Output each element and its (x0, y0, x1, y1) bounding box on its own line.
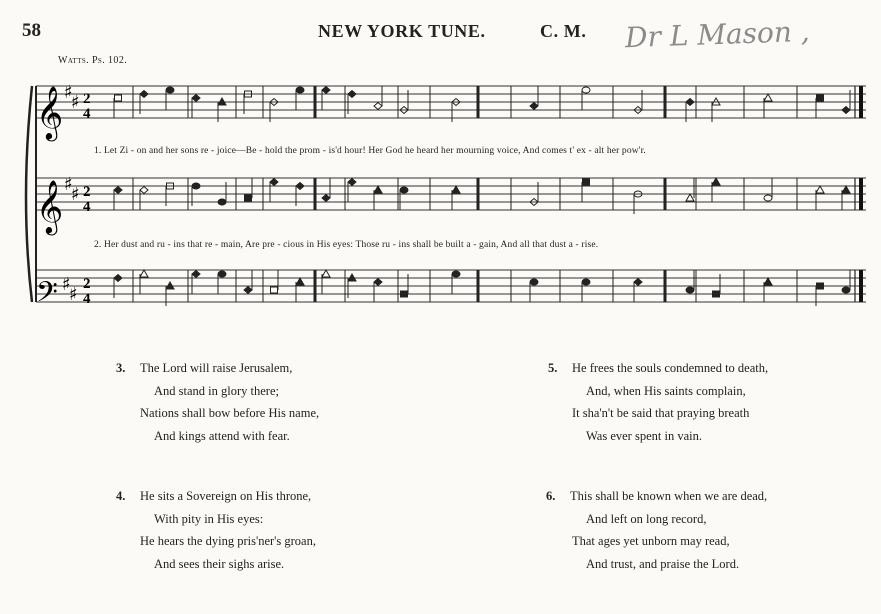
note-icon (114, 187, 122, 211)
note-icon (140, 187, 148, 211)
note-icon (452, 186, 460, 210)
note-icon (582, 87, 590, 110)
note-icon (530, 86, 538, 110)
page-number: 58 (22, 20, 41, 41)
note-icon (582, 279, 590, 302)
time-signature (83, 91, 91, 307)
note-icon (114, 95, 122, 118)
stanza-line: And left on long record, (586, 511, 707, 526)
treble-clef-icon: 𝄞 (36, 179, 64, 233)
svg-text:♯: ♯ (64, 174, 73, 195)
note-icon (452, 271, 460, 294)
stanza-line: The Lord will raise Jerusalem, (140, 361, 293, 375)
note-icon (192, 271, 200, 295)
handwritten-annotation: Dr L Mason , (624, 14, 811, 55)
note-icon (764, 94, 772, 118)
note-icon (374, 86, 382, 110)
stanza-line: That ages yet unborn may read, (572, 534, 730, 548)
stanza-line: It sha'n't be said that praying breath (572, 406, 750, 420)
note-icon (271, 270, 279, 293)
note-icon (322, 270, 330, 294)
staff-lines (36, 86, 866, 302)
note-icon (686, 178, 694, 201)
note-icon (218, 271, 226, 294)
note-icon (374, 186, 382, 210)
stanza-number: 3. (116, 361, 126, 375)
note-icon (816, 95, 824, 118)
stanza-line: And, when His saints complain, (586, 383, 746, 398)
meter-label: C. M. (540, 21, 587, 41)
svg-text:♯: ♯ (71, 184, 80, 205)
note-icon (842, 270, 850, 293)
note-icon (245, 178, 253, 201)
svg-text:♯: ♯ (71, 92, 80, 113)
stanza-line: And kings attend with fear. (154, 428, 290, 443)
tune-title: NEW YORK TUNE. (318, 21, 486, 41)
svg-text:4: 4 (83, 199, 91, 215)
note-icon (244, 270, 252, 294)
note-icon (842, 186, 850, 210)
stanza-number: 5. (548, 361, 558, 375)
stanza-line: With pity in His eyes: (154, 511, 264, 526)
svg-text:4: 4 (83, 291, 91, 307)
note-icon (270, 179, 278, 203)
attribution: Watts. Ps. 102. (58, 55, 128, 66)
svg-text:♯: ♯ (62, 274, 71, 295)
stanza-line: He hears the dying pris'ner's groan, (140, 534, 316, 548)
svg-text:♯: ♯ (69, 284, 78, 305)
note-icon (400, 187, 408, 210)
note-icon (816, 186, 824, 210)
clefs-and-signatures (36, 82, 91, 316)
note-icon (712, 178, 720, 202)
stanza-line: Was ever spent in vain. (586, 428, 702, 443)
svg-text:2: 2 (83, 184, 91, 200)
stanza-line: This shall be known when we are dead, (570, 489, 768, 503)
note-icon (374, 279, 382, 303)
lyric-line-2: 2. Her dust and ru - ins that re - main, Are pre - cious in His eyes: Those ru - ins shall be built a - gain, And all that dust a - rise. (94, 240, 599, 250)
key-signature-sharps (62, 82, 80, 305)
note-icon (166, 87, 174, 110)
notes (114, 86, 850, 306)
svg-text:2: 2 (83, 91, 91, 107)
stanza-4 (116, 485, 316, 575)
treble-clef-icon: 𝄞 (36, 85, 64, 139)
stanza-6 (546, 485, 767, 575)
svg-text:2: 2 (83, 276, 91, 292)
stanza-line: He frees the souls condemned to death, (572, 361, 769, 375)
stanza-line: He sits a Sovereign on His throne, (140, 489, 312, 503)
stanza-number: 4. (116, 489, 126, 503)
svg-text:♯: ♯ (64, 82, 73, 103)
note-icon (582, 179, 590, 202)
stanza-line: Nations shall bow before His name, (140, 406, 320, 420)
lyric-line-1: 1. Let Zi - on and her sons re - joice—Be - hold the prom - is'd hour! Her God he heard her mourning voice, And comes t' ex - alt her pow'r. (94, 146, 646, 156)
stanza-line: And stand in glory there; (154, 383, 279, 398)
svg-text:4: 4 (83, 106, 91, 122)
stanza-3 (116, 357, 319, 447)
note-icon (296, 87, 304, 110)
note-icon (322, 178, 330, 202)
note-icon (764, 278, 772, 302)
note-icon (140, 270, 148, 294)
note-icon (192, 95, 200, 119)
stanza-5 (548, 357, 768, 447)
note-icon (348, 179, 356, 203)
note-icon (634, 279, 642, 303)
note-icon (530, 279, 538, 302)
stanza-line: And sees their sighs arise. (154, 556, 285, 571)
stanza-line: And trust, and praise the Lord. (586, 556, 740, 571)
note-icon (764, 178, 772, 201)
note-icon (322, 87, 330, 111)
note-icon (296, 278, 304, 302)
note-icon (686, 270, 694, 293)
stanza-number: 6. (546, 489, 556, 503)
bass-clef-icon: 𝄢 (36, 276, 58, 316)
